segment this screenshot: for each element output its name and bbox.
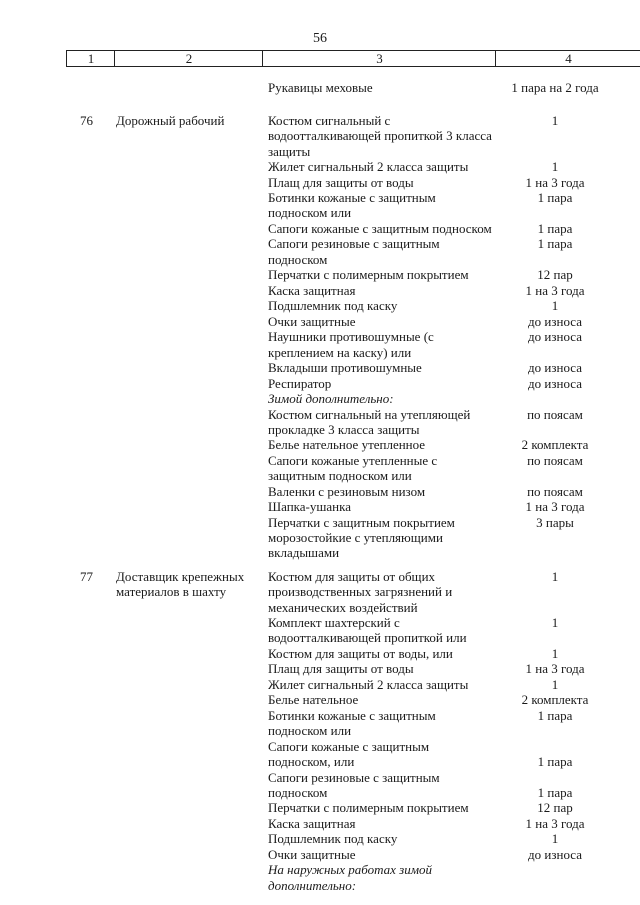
ppe-item-line: механических воздействий (268, 599, 418, 615)
ppe-item-line: Очки защитные (268, 846, 356, 862)
header-col-4: 4 (495, 51, 640, 66)
ppe-item-line: Перчатки с защитным покрытием (268, 514, 455, 530)
ppe-item-line: Жилет сигнальный 2 класса защиты (268, 676, 469, 692)
ppe-item-line: Наушники противошумные (с (268, 329, 434, 345)
ppe-quantity: 1 (551, 676, 559, 692)
ppe-quantity: 1 на 3 года (525, 661, 585, 677)
ppe-quantity: 1 пара на 2 года (511, 80, 599, 95)
ppe-item-line: Зимой дополнительно: (268, 391, 394, 406)
header-col-2: 2 (114, 51, 263, 66)
profession-name: Доставщик крепежных (116, 569, 245, 584)
ppe-quantity: 1 на 3 года (525, 815, 585, 831)
ppe-item-line: Вкладыши противошумные (268, 360, 422, 375)
ppe-item-line: подноском (268, 784, 328, 800)
ppe-item-line: Костюм сигнальный на утепляющей (268, 406, 471, 422)
ppe-quantity: 1 пара (537, 754, 573, 769)
ppe-item-line: защиты (268, 143, 311, 159)
ppe-item-line: вкладышами (268, 545, 340, 561)
ppe-item-line: водоотталкивающей пропиткой или (268, 630, 467, 646)
ppe-item-line: Валенки с резиновым низом (268, 483, 426, 499)
ppe-item-line: Костюм для защиты от общих (268, 569, 436, 584)
ppe-quantity: 1 пара (537, 190, 573, 206)
ppe-quantity: 1 пара (537, 236, 573, 252)
ppe-item-line: Респиратор (268, 375, 332, 391)
ppe-item-line: Сапоги резиновые с защитным (268, 236, 440, 252)
ppe-item-line: подноском или (268, 723, 352, 739)
ppe-item-line: Плащ для защиты от воды (268, 661, 414, 677)
ppe-quantity: по поясам (527, 406, 583, 422)
ppe-item-line: подноском, или (268, 754, 355, 769)
entry-number: 76 (80, 113, 93, 128)
ppe-quantity: 1 (551, 159, 559, 175)
ppe-quantity: 1 пара (537, 784, 573, 800)
ppe-quantity: 2 комплекта (521, 692, 589, 708)
ppe-quantity: 1 на 3 года (525, 499, 585, 515)
ppe-item-line: Сапоги кожаные с защитным подноском (268, 220, 492, 236)
ppe-item-line: защитным подноском или (268, 468, 412, 484)
entry-number: 77 (80, 569, 93, 584)
ppe-item-line: Каска защитная (268, 815, 356, 831)
ppe-quantity: до износа (528, 360, 582, 375)
ppe-item-line: производственных загрязнений и (268, 584, 453, 600)
ppe-item-line: Перчатки с полимерным покрытием (268, 267, 469, 283)
ppe-item-line: подноском (268, 251, 328, 267)
ppe-item-line: Подшлемник под каску (268, 831, 398, 847)
table-header-row (66, 50, 640, 67)
ppe-quantity: до износа (528, 375, 582, 391)
ppe-item-line: Белье нательное утепленное (268, 437, 426, 453)
ppe-item-line: Жилет сигнальный 2 класса защиты (268, 159, 469, 175)
ppe-quantity: 1 (551, 298, 559, 314)
header-col-1: 1 (66, 51, 115, 66)
ppe-quantity: 1 (551, 645, 559, 661)
ppe-quantity: 2 комплекта (521, 437, 589, 453)
ppe-quantity: 1 (551, 831, 559, 847)
ppe-quantity: 1 пара (537, 220, 573, 236)
ppe-quantity: до износа (528, 329, 582, 345)
ppe-item-line: Костюм для защиты от воды, или (268, 645, 453, 661)
ppe-item-line: Ботинки кожаные с защитным (268, 707, 436, 723)
ppe-item-line: креплением на каску) или (268, 344, 412, 360)
ppe-quantity: 1 (551, 569, 559, 584)
ppe-item-line: Перчатки с полимерным покрытием (268, 800, 469, 816)
ppe-item-line: Подшлемник под каску (268, 298, 398, 314)
ppe-item-line: Каска защитная (268, 282, 356, 298)
profession-name: Дорожный рабочий (116, 113, 225, 128)
ppe-quantity: до износа (528, 313, 582, 329)
ppe-item-line: подноском или (268, 205, 352, 221)
ppe-quantity: 12 пар (537, 267, 573, 283)
ppe-quantity: 1 на 3 года (525, 174, 585, 190)
ppe-quantity: 12 пар (537, 800, 573, 816)
ppe-item-line: морозостойкие с утепляющими (268, 529, 443, 545)
ppe-item-line: Ботинки кожаные с защитным (268, 190, 436, 206)
ppe-item-line: водоотталкивающей пропиткой 3 класса (268, 128, 492, 144)
ppe-item-line: дополнительно: (268, 877, 357, 893)
ppe-quantity: по поясам (527, 452, 583, 468)
ppe-item-line: На наружных работах зимой (268, 862, 433, 878)
ppe-item-line: Шапка-ушанка (268, 499, 352, 515)
ppe-item-line: прокладке 3 класса защиты (268, 421, 420, 437)
page-number: 56 (313, 31, 327, 46)
ppe-quantity: по поясам (527, 483, 583, 499)
profession-name: материалов в шахту (116, 584, 227, 600)
ppe-item-line: Комплект шахтерский с (268, 615, 400, 631)
ppe-item-line: Костюм сигнальный с (268, 113, 391, 128)
ppe-quantity: до износа (528, 846, 582, 862)
ppe-item-line: Сапоги кожаные утепленные с (268, 452, 438, 468)
header-col-3: 3 (262, 51, 496, 66)
ppe-item-line: Белье нательное (268, 692, 359, 708)
ppe-item-line: Сапоги резиновые с защитным (268, 769, 440, 785)
ppe-item-line: Рукавицы меховые (268, 80, 373, 95)
ppe-quantity: 1 на 3 года (525, 282, 585, 298)
ppe-item-line: Сапоги кожаные с защитным (268, 738, 430, 754)
ppe-item-line: Плащ для защиты от воды (268, 174, 414, 190)
ppe-quantity: 3 пары (536, 514, 574, 530)
ppe-quantity: 1 (551, 113, 559, 128)
ppe-quantity: 1 пара (537, 707, 573, 723)
ppe-item-line: Очки защитные (268, 313, 356, 329)
ppe-quantity: 1 (551, 615, 559, 631)
